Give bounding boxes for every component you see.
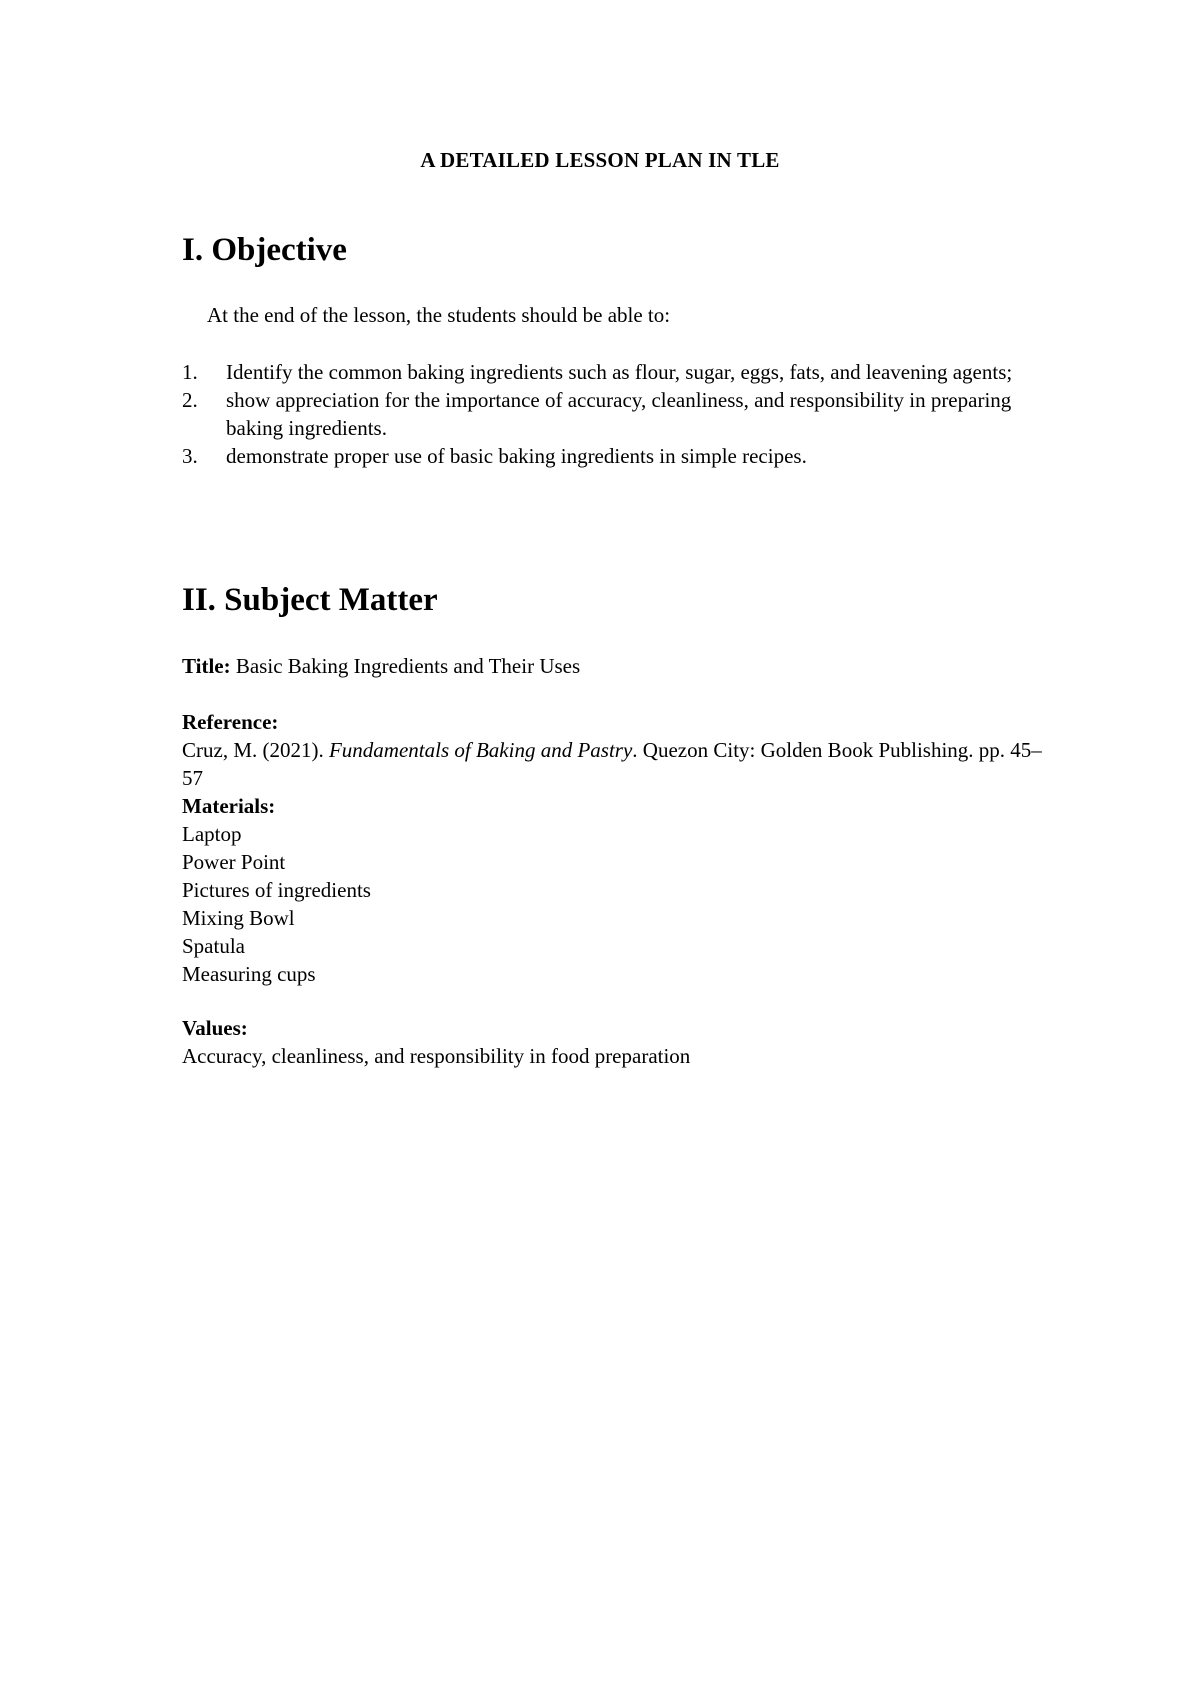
materials-list [182, 820, 1062, 988]
objective-item-text: demonstrate proper use of basic baking ingredients in simple recipes. [226, 444, 807, 468]
subject-title-value: Basic Baking Ingredients and Their Uses [235, 654, 581, 678]
material-item: Pictures of ingredients [182, 878, 371, 902]
material-item: Spatula [182, 934, 245, 958]
objective-item-text: show appreciation for the importance of accuracy, cleanliness, and responsibility in preparing baking ingredients. [226, 388, 1012, 440]
objective-list [182, 358, 1042, 470]
reference-citation [182, 736, 1062, 792]
objective-item [182, 386, 1042, 442]
subject-matter-heading: II. Subject Matter [182, 582, 438, 618]
reference-author: Cruz, M. (2021). [182, 738, 329, 762]
objective-item [182, 442, 1042, 470]
objective-item [182, 358, 1042, 386]
material-item: Laptop [182, 822, 242, 846]
values-text: Accuracy, cleanliness, and responsibility in food preparation [182, 1044, 691, 1068]
objective-item-text: Identify the common baking ingredients such as flour, sugar, eggs, fats, and leavening agents; [226, 360, 1013, 384]
subject-title-line [182, 652, 1062, 680]
material-item: Measuring cups [182, 962, 316, 986]
objective-item-number: 1. [182, 360, 198, 384]
materials-label: Materials: [182, 794, 276, 818]
objective-item-number: 2. [182, 388, 198, 412]
reference-book-title: Fundamentals of Baking and Pastry [328, 738, 633, 762]
material-item: Mixing Bowl [182, 906, 295, 930]
subject-title-label: Title: [182, 654, 231, 678]
values-section [182, 1014, 1062, 1070]
objective-item-number: 3. [182, 444, 198, 468]
objective-heading: I. Objective [182, 232, 347, 268]
objective-intro: At the end of the lesson, the students should be able to: [207, 303, 671, 327]
reference-section [182, 708, 1062, 988]
values-label: Values: [182, 1016, 248, 1040]
document-title: A DETAILED LESSON PLAN IN TLE [420, 148, 780, 172]
reference-publisher: . Quezon City: Golden Book Publishing. pp. 45–57 [182, 738, 1042, 790]
reference-label: Reference: [182, 710, 279, 734]
material-item: Power Point [182, 850, 286, 874]
